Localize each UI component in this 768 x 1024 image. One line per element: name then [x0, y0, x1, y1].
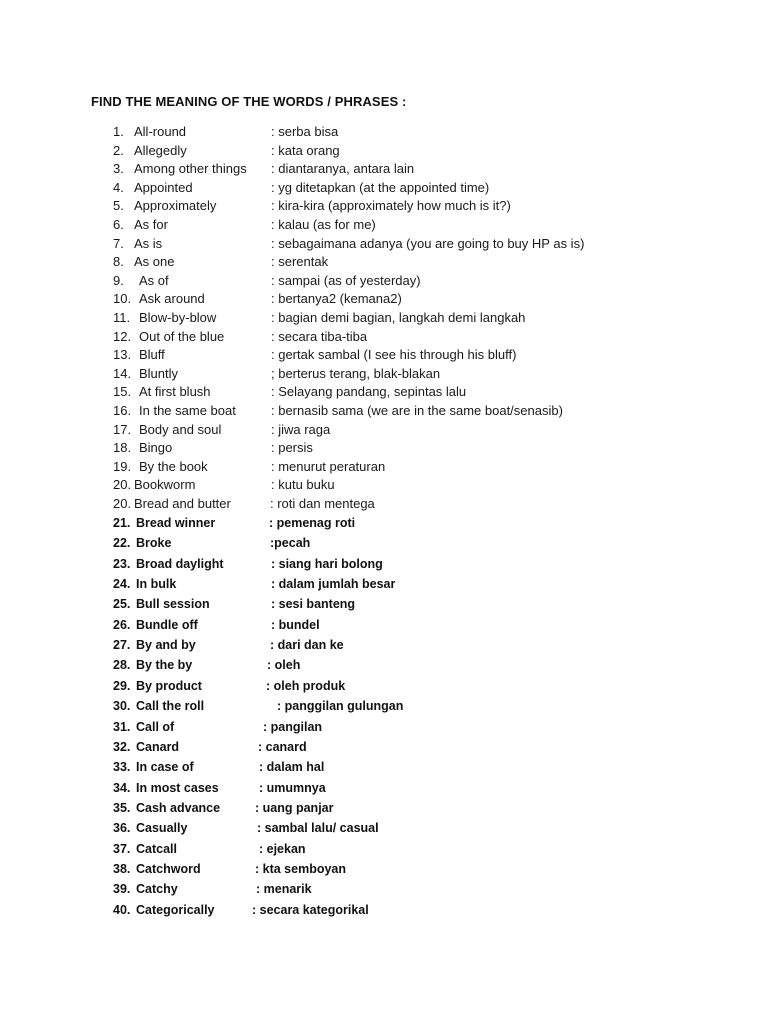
entry-number: 15. — [113, 384, 132, 400]
entry-meaning: : menarik — [256, 882, 312, 897]
list-item — [0, 738, 768, 756]
entry-number: 6. — [113, 217, 124, 232]
entry-term: Appointed — [134, 179, 193, 195]
list-item — [0, 860, 768, 878]
list-item — [0, 197, 768, 215]
entry-term: Bull session — [136, 597, 210, 612]
entry-meaning: : dalam jumlah besar — [271, 577, 396, 592]
entry-number: 38. — [113, 861, 131, 876]
entry-meaning: : dalam hal — [259, 760, 325, 775]
entry-term: Body and soul — [139, 421, 222, 437]
entry-number: 24. — [113, 577, 131, 592]
entry-number: 11. — [113, 310, 131, 325]
list-item — [0, 880, 768, 898]
entry-term: Allegedly — [134, 142, 187, 158]
entry-term: Approximately — [134, 198, 217, 214]
entry-number: 34. — [113, 780, 131, 795]
entry-meaning: : roti dan mentega — [270, 496, 375, 511]
entry-meaning: :pecah — [270, 536, 311, 551]
entry-term: Catchword — [136, 861, 201, 876]
entry-term: Canard — [136, 739, 180, 754]
entry-meaning: : oleh produk — [266, 678, 346, 693]
entry-number: 17. — [113, 421, 132, 437]
list-item — [0, 901, 768, 919]
entry-term: All-round — [134, 124, 187, 139]
entry-number: 36. — [113, 821, 131, 836]
list-item — [0, 383, 768, 401]
list-item — [0, 555, 768, 573]
entry-term: Casually — [136, 821, 188, 836]
list-item — [0, 142, 768, 160]
list-item — [0, 495, 768, 513]
entry-term: In bulk — [136, 577, 177, 592]
entry-term: Bluff — [139, 347, 165, 363]
list-item — [0, 616, 768, 634]
entry-term: Blow-by-blow — [139, 310, 217, 325]
list-item — [0, 534, 768, 552]
list-item — [0, 365, 768, 383]
list-item — [0, 123, 768, 141]
entry-meaning: : diantaranya, antara lain — [271, 161, 415, 177]
list-item — [0, 160, 768, 178]
entry-term: Cash advance — [136, 800, 221, 815]
entry-term: Out of the blue — [139, 328, 225, 344]
list-item — [0, 636, 768, 654]
list-item — [0, 677, 768, 695]
list-item — [0, 272, 768, 290]
entry-term: As of — [139, 272, 169, 288]
entry-meaning: : gertak sambal (I see his through his bluff) — [271, 347, 517, 363]
entry-number: 31. — [113, 719, 131, 734]
entry-meaning: : persis — [271, 440, 313, 456]
list-item — [0, 421, 768, 439]
entry-number: 29. — [113, 678, 131, 693]
entry-term: Bluntly — [139, 365, 179, 381]
entry-number: 10. — [113, 291, 132, 307]
entry-term: By and by — [136, 638, 196, 653]
entry-number: 25. — [113, 597, 131, 612]
entry-term: In the same boat — [139, 403, 236, 418]
entry-meaning: : sebagaimana adanya (you are going to buy HP as is) — [271, 235, 585, 251]
entry-term: As for — [134, 217, 168, 232]
list-item — [0, 235, 768, 253]
entry-number: 7. — [113, 235, 124, 251]
entry-meaning: : panggilan gulungan — [277, 699, 404, 714]
entry-number: 22. — [113, 536, 131, 551]
list-item — [0, 656, 768, 674]
entry-term: Among other things — [134, 161, 247, 177]
entry-term: Bingo — [139, 440, 173, 456]
entry-meaning: : kta semboyan — [255, 861, 347, 876]
list-item — [0, 346, 768, 364]
entry-term: In most cases — [136, 780, 219, 795]
entry-meaning: : sampai (as of yesterday) — [271, 272, 421, 288]
list-item — [0, 253, 768, 271]
entry-meaning: : pemenag roti — [269, 516, 356, 530]
entry-meaning: : kalau (as for me) — [271, 217, 376, 232]
entry-number: 21. — [113, 516, 131, 530]
entry-meaning: : kata orang — [271, 142, 340, 158]
list-item — [0, 402, 768, 420]
list-item — [0, 575, 768, 593]
entry-number: 27. — [113, 638, 131, 653]
list-item — [0, 514, 768, 532]
entry-meaning: : canard — [258, 739, 307, 754]
list-item — [0, 697, 768, 715]
entry-number: 8. — [113, 254, 124, 270]
list-item — [0, 476, 768, 494]
entry-meaning: : Selayang pandang, sepintas lalu — [271, 384, 467, 400]
entry-term: Bread winner — [136, 516, 216, 530]
entry-term: As one — [134, 254, 175, 270]
entry-number: 20. — [113, 477, 132, 493]
entry-number: 26. — [113, 617, 131, 632]
entry-term: By the by — [136, 658, 193, 673]
list-item — [0, 799, 768, 817]
list-item — [0, 458, 768, 476]
entry-meaning: : bertanya2 (kemana2) — [271, 291, 402, 307]
entry-term: Bread and butter — [134, 496, 231, 511]
entry-meaning: : pangilan — [263, 719, 323, 734]
entry-term: At first blush — [139, 384, 211, 400]
entry-meaning: : kira-kira (approximately how much is it?) — [271, 198, 511, 214]
entry-term: Catcall — [136, 841, 177, 856]
entry-meaning: : bundel — [271, 617, 320, 632]
entry-number: 14. — [113, 365, 132, 381]
entry-meaning: : oleh — [267, 658, 301, 673]
entry-number: 2. — [113, 142, 124, 158]
entry-number: 1. — [113, 124, 124, 139]
entry-meaning: : kutu buku — [271, 477, 335, 493]
list-item — [0, 216, 768, 234]
entry-number: 28. — [113, 658, 131, 673]
entry-meaning: : siang hari bolong — [271, 556, 383, 571]
entry-meaning: : menurut peraturan — [271, 458, 386, 474]
entry-number: 35. — [113, 800, 131, 815]
entry-meaning: : sambal lalu/ casual — [257, 821, 379, 836]
entry-number: 19. — [113, 458, 132, 474]
entry-meaning: : serentak — [271, 254, 329, 270]
list-item — [0, 179, 768, 197]
entry-number: 4. — [113, 179, 124, 195]
entry-meaning: : uang panjar — [255, 800, 334, 815]
list-item — [0, 290, 768, 308]
entry-number: 13. — [113, 347, 132, 363]
list-item — [0, 439, 768, 457]
entry-term: By product — [136, 678, 202, 693]
entry-number: 5. — [113, 198, 124, 214]
list-item — [0, 595, 768, 613]
entry-number: 18. — [113, 440, 132, 456]
entry-number: 37. — [113, 841, 131, 856]
entry-number: 33. — [113, 760, 131, 775]
entry-meaning: : serba bisa — [271, 124, 339, 139]
entry-number: 3. — [113, 161, 124, 177]
entry-meaning: : bagian demi bagian, langkah demi langkah — [271, 310, 526, 325]
entry-number: 20. — [113, 496, 132, 511]
entry-number: 9. — [113, 272, 124, 288]
document-title: FIND THE MEANING OF THE WORDS / PHRASES : — [91, 94, 407, 109]
entry-term: Bookworm — [134, 477, 196, 493]
entry-number: 40. — [113, 902, 131, 917]
entry-term: Broke — [136, 536, 172, 551]
entry-term: Catchy — [136, 882, 178, 897]
entry-term: By the book — [139, 458, 208, 474]
entry-term: As is — [134, 235, 163, 251]
list-item — [0, 328, 768, 346]
list-item — [0, 309, 768, 327]
list-item — [0, 718, 768, 736]
entry-meaning: ; berterus terang, blak-blakan — [271, 365, 441, 381]
entry-meaning: : umumnya — [259, 780, 326, 795]
entry-term: Call of — [136, 719, 175, 734]
entry-meaning: : secara kategorikal — [252, 902, 369, 917]
entry-meaning: : ejekan — [259, 841, 306, 856]
entry-meaning: : sesi banteng — [271, 597, 356, 612]
entry-meaning: : secara tiba-tiba — [271, 328, 368, 344]
entry-term: Call the roll — [136, 699, 205, 714]
entry-term: Categorically — [136, 902, 215, 917]
entry-meaning: : dari dan ke — [270, 638, 344, 653]
entry-meaning: : yg ditetapkan (at the appointed time) — [271, 179, 490, 195]
entry-meaning: : jiwa raga — [271, 421, 331, 437]
entry-term: Bundle off — [136, 617, 198, 632]
entry-term: In case of — [136, 760, 194, 775]
entry-number: 30. — [113, 699, 131, 714]
entry-meaning: : bernasib sama (we are in the same boat/senasib) — [271, 403, 563, 418]
list-item — [0, 840, 768, 858]
entry-number: 23. — [113, 556, 131, 571]
list-item — [0, 779, 768, 797]
entry-term: Ask around — [139, 291, 205, 307]
entry-number: 12. — [113, 328, 132, 344]
list-item — [0, 758, 768, 776]
entry-term: Broad daylight — [136, 556, 224, 571]
entry-number: 39. — [113, 882, 131, 897]
entry-number: 32. — [113, 739, 131, 754]
entry-number: 16. — [113, 403, 132, 418]
list-item — [0, 819, 768, 837]
